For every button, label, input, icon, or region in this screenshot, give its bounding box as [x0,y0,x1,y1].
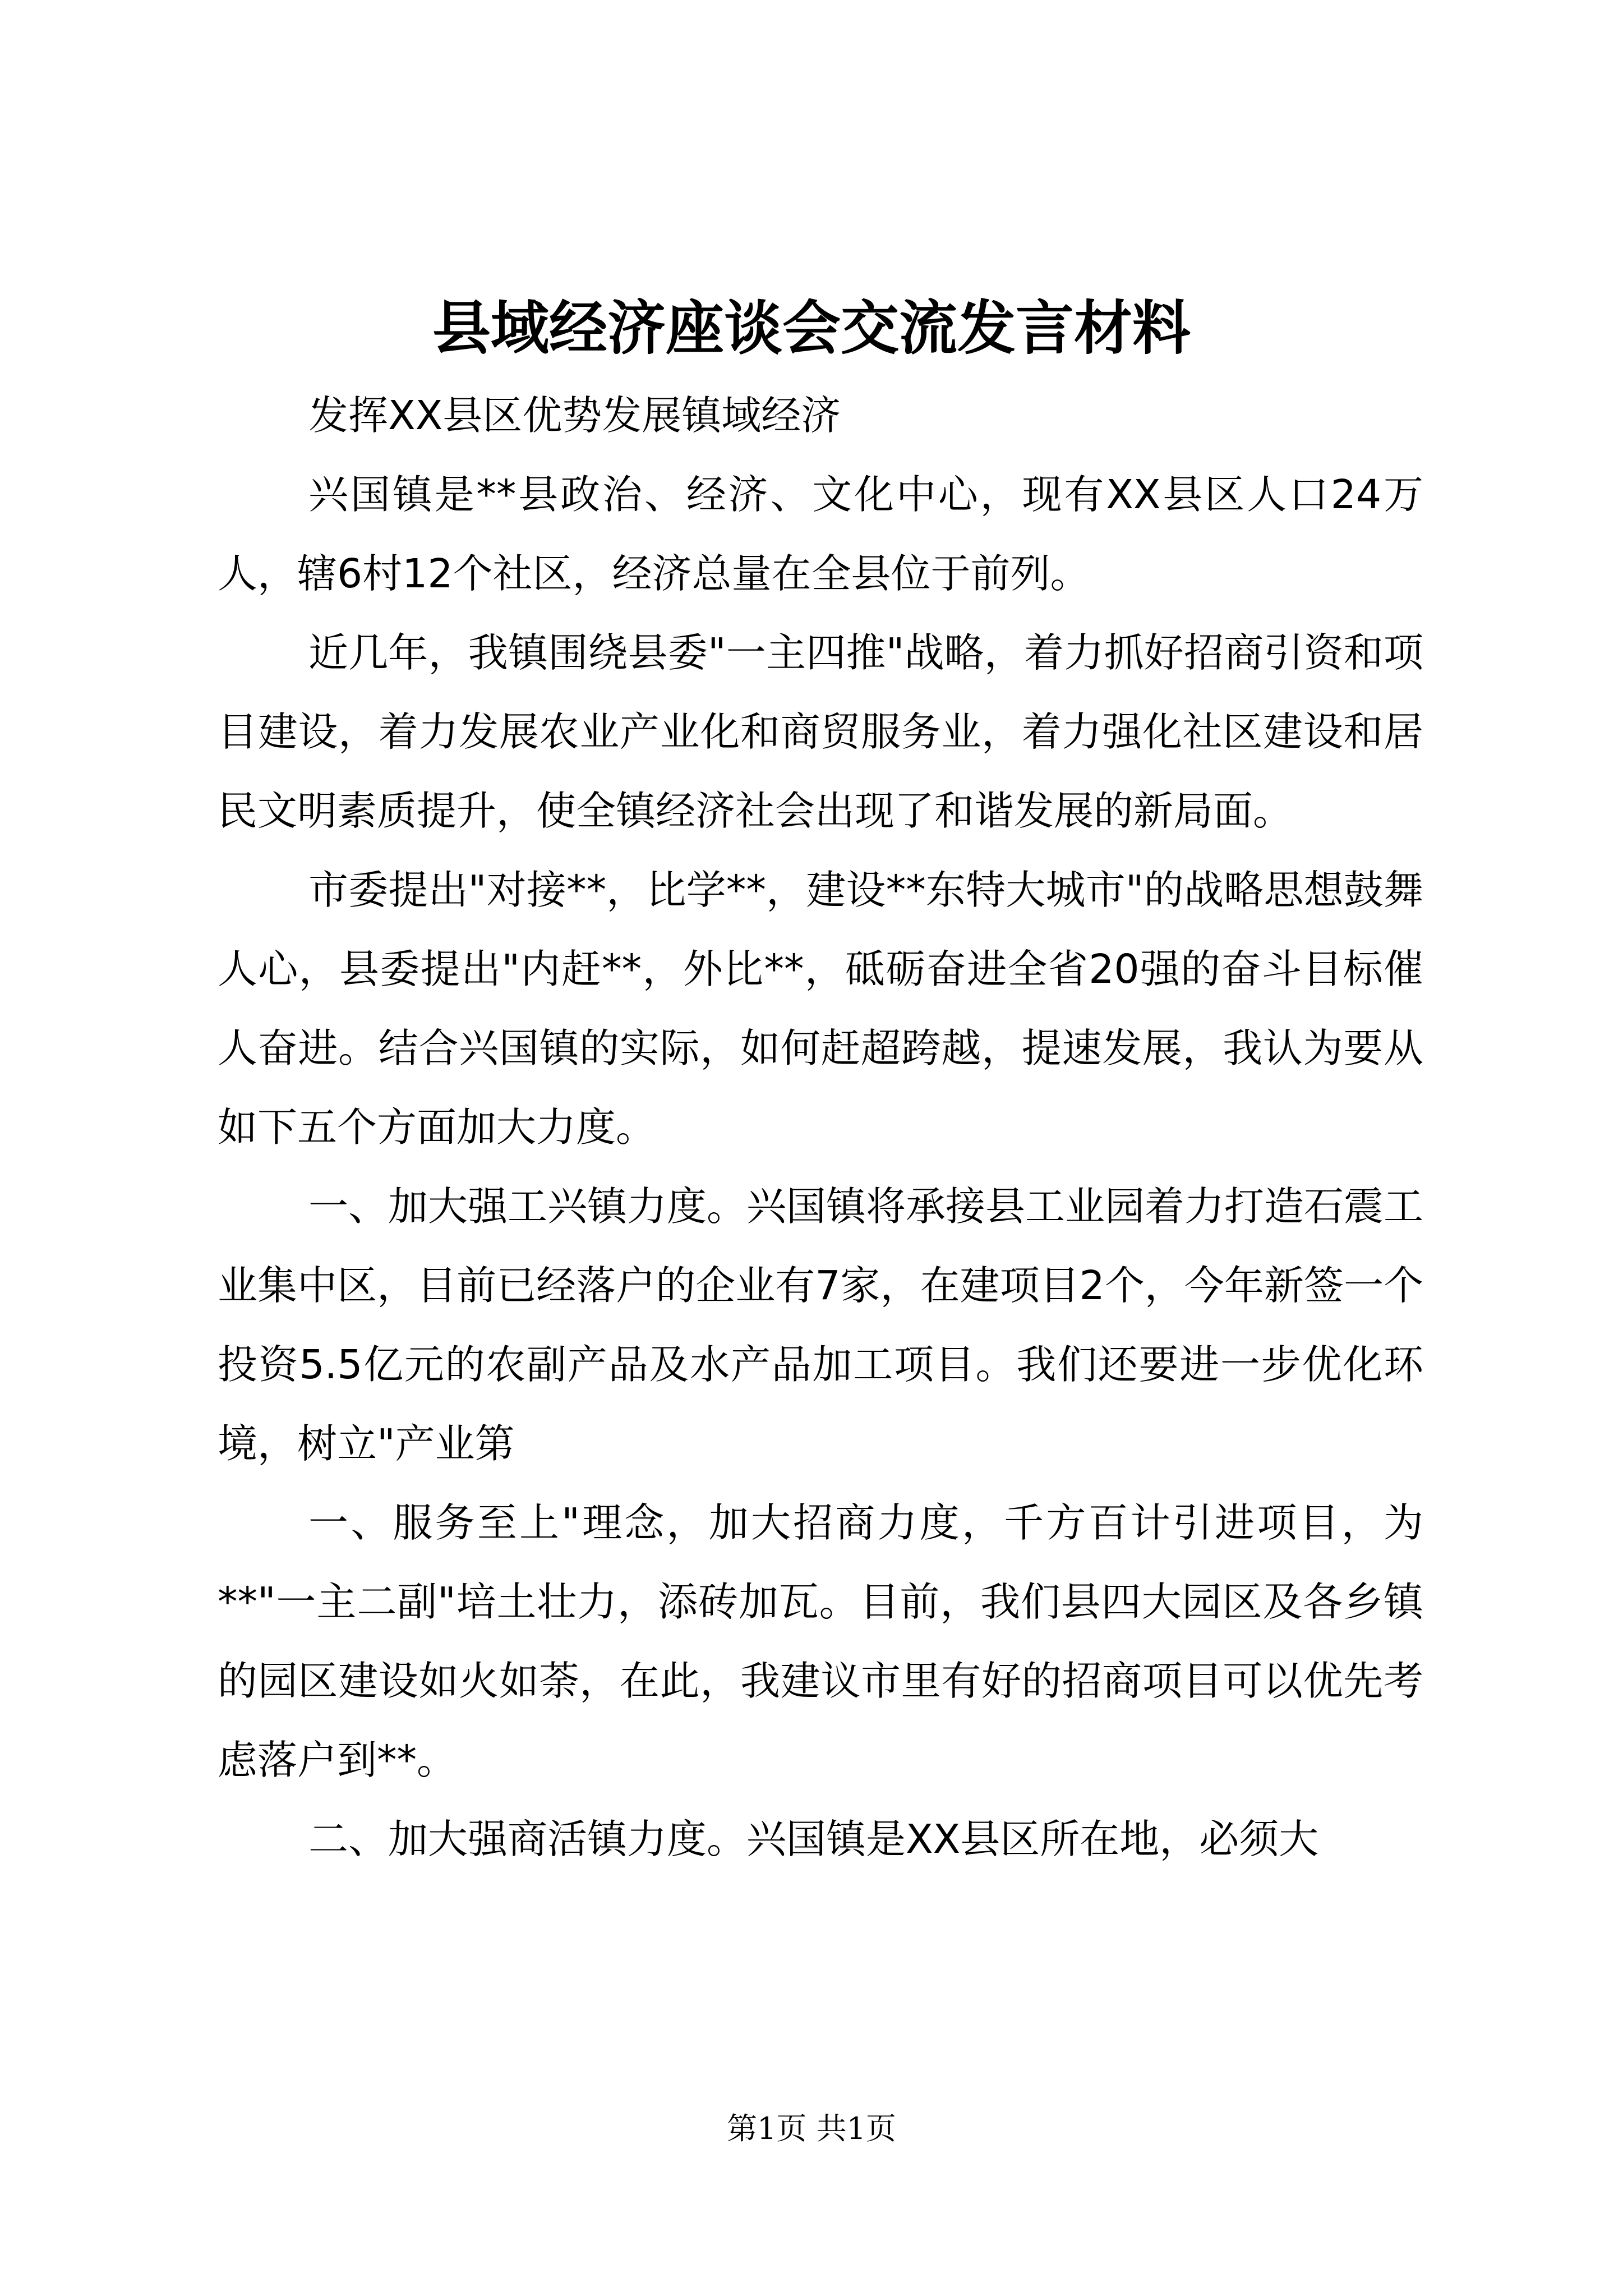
paragraph: 一、加大强工兴镇力度。兴国镇将承接县工业园着力打造石震工业集中区，目前已经落户的企业有7家，在建项目2个，今年新签一个投资5.5亿元的农副产品及水产品加工项目。我们还要进一步优化环境，树立"产业第 [218,1183,1424,1467]
paragraph: 近几年，我镇围绕县委"一主四推"战略，着力抓好招商引资和项目建设，着力发展农业产业化和商贸服务业，着力强化社区建设和居民文明素质提升，使全镇经济社会出现了和谐发展的新局面。 [218,629,1423,834]
paragraph-subtitle: 发挥XX县区优势发展镇域经济 [308,392,841,439]
page-footer: 第1页 共1页 [727,2111,896,2146]
paragraph: 市委提出"对接**，比学**，建设**东特大城市"的战略思想鼓舞人心，县委提出"内赶**，外比**，砥砺奋进全省20强的奋斗目标催人奋进。结合兴国镇的实际，如何赶超跨越，提速发展，我认为要从如下五个方面加大力度。 [218,867,1423,1151]
paragraph: 兴国镇是**县政治、经济、文化中心，现有XX县区人口24万人，辖6村12个社区，经济总量在全县位于前列。 [218,471,1423,597]
paragraph: 一、服务至上"理念，加大招商力度，千方百计引进项目，为**"一主二副"培土壮力，添砖加瓦。目前，我们县四大园区及各乡镇的园区建设如火如荼，在此，我建议市里有好的招商项目可以优先考虑落户到**。 [218,1499,1423,1783]
document-title: 县域经济座谈会交流发言材料 [432,293,1191,362]
paragraph: 二、加大强商活镇力度。兴国镇是XX县区所在地，必须大 [308,1816,1319,1862]
document-body [218,376,1423,1879]
